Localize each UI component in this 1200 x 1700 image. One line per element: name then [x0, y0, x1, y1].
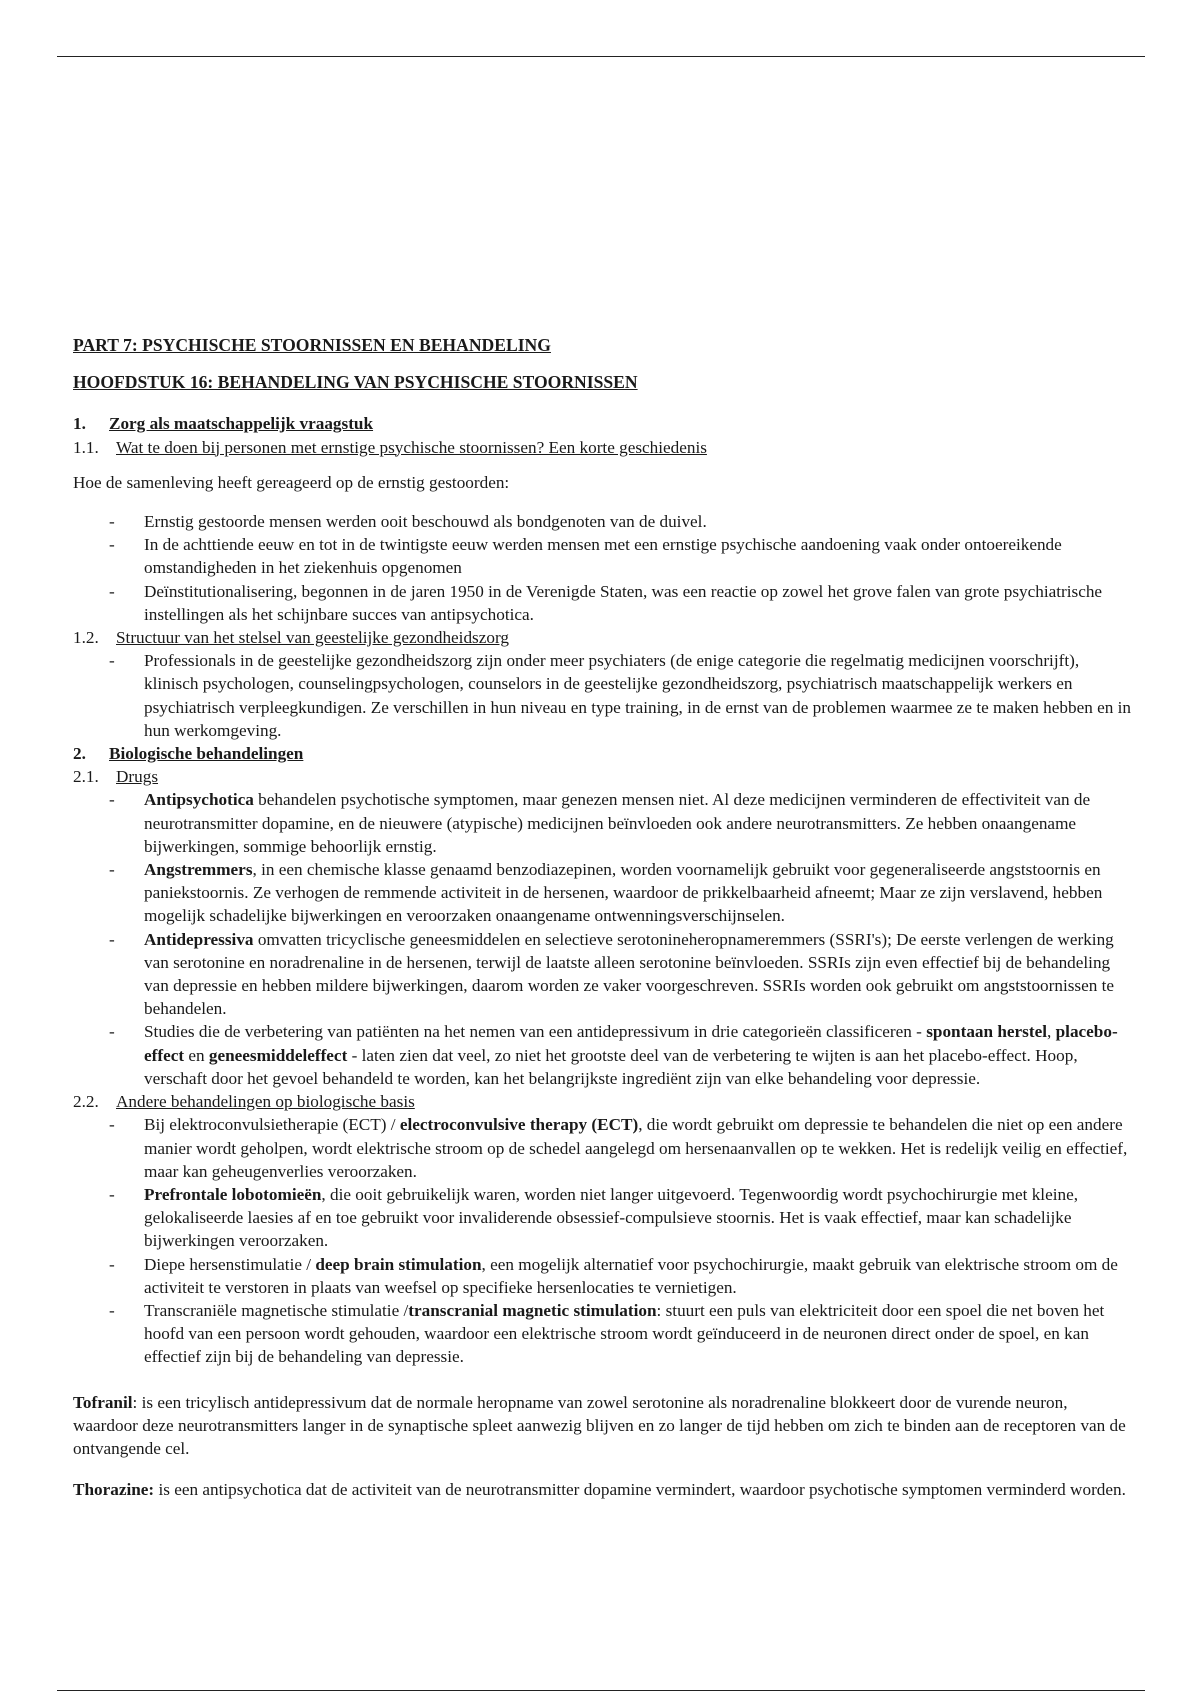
list-item [109, 788, 1133, 858]
subsection-title: Wat te doen bij personen met ernstige psychische stoornissen? Een korte geschiedenis [116, 437, 707, 457]
list-item [109, 580, 1133, 626]
bullet-list [73, 510, 1133, 626]
list-item [109, 858, 1133, 928]
bullet-list [73, 788, 1133, 1090]
section-title: Biologische behandelingen [109, 744, 304, 764]
list-item [109, 1253, 1133, 1299]
intro-paragraph: Hoe de samenleving heeft gereageerd op de ernstig gestoorden: [73, 472, 510, 492]
text-run: en [184, 1045, 209, 1065]
subsection-number: 1.2. [73, 628, 99, 648]
subsection-title: Drugs [116, 767, 159, 787]
subsection-title: Structuur van het stelsel van geestelijke gezondheidszorg [116, 628, 509, 648]
bullet-dash: - [109, 1300, 115, 1320]
list-item [109, 533, 1133, 579]
bullet-dash: - [109, 581, 115, 601]
section-heading [73, 742, 1133, 765]
bold-term: geneesmiddeleffect [208, 1045, 348, 1065]
definition-text: is een antipsychotica dat de activiteit van de neurotransmitter dopamine vermindert, waardoor psychotische symptomen verminderd worden. [154, 1480, 1126, 1500]
bullet-dash: - [109, 1022, 115, 1042]
list-item [109, 1113, 1133, 1183]
chapter-title: HOOFDSTUK 16: BEHANDELING VAN PSYCHISCHE STOORNISSEN [73, 372, 638, 393]
bullet-list [73, 649, 1133, 742]
bold-term: Antipsychotica [144, 790, 254, 810]
bullet-dash: - [109, 1115, 115, 1135]
bold-term: Prefrontale lobotomieën [144, 1184, 322, 1204]
document-body [73, 334, 1133, 1501]
text-run: behandelen psychotische symptomen, maar genezen mensen niet. Al deze medicijnen verminderen de effectiviteit van de neurotransmitter dopamine, en de nieuwere (atypische) medicijnen beïnvloeden ook andere neurotransmitters. Ze hebben onaangename bijwerkingen, sommige behoorlijk ernstig. [144, 790, 1091, 856]
bold-term: electroconvulsive therapy (ECT) [399, 1115, 639, 1135]
definition-paragraph [73, 1478, 1133, 1501]
text-run: , die ooit gebruikelijk waren, worden niet langer uitgevoerd. Tegenwoordig wordt psychochirurgie met kleine, gelokaliseerde laesies af en toe gebruikt voor invaliderende obsessief-compulsieve stoornis. Het is vaak effectief, maar kan schadelijke bijwerkingen veroorzaken. [144, 1184, 1078, 1251]
list-item [109, 510, 1133, 533]
text-run: omvatten tricyclische geneesmiddelen en selectieve serotonineheropnameremmers (SSRI's); De eerste verlengen de werking van serotonine en noradrenaline in de hersenen, terwijl de laatste alleen serotonine beïnvloeden. SSRIs zijn even effectief bij de behandeling van depressie en hebben mildere bijwerkingen, daarom worden ze vaker voorgeschreven. SSRIs worden ook gebruikt om angststoornissen te behandelen. [144, 929, 1115, 1019]
subsection-heading [73, 436, 1133, 459]
bullet-dash: - [109, 790, 115, 810]
part-title: PART 7: PSYCHISCHE STOORNISSEN EN BEHANDELING [73, 335, 551, 355]
bold-term: spontaan herstel [926, 1022, 1048, 1042]
list-item [109, 1299, 1133, 1369]
bullet-list [73, 1113, 1133, 1368]
text-run: Studies die de verbetering van patiënten na het nemen van een antidepressivum in drie categorieën classificeren - [144, 1022, 927, 1042]
bullet-dash: - [109, 929, 115, 949]
text-run: , [1047, 1022, 1056, 1042]
bullet-dash: - [109, 651, 115, 671]
bullet-dash: - [109, 860, 115, 880]
list-item [109, 649, 1133, 742]
text-run: , in een chemische klasse genaamd benzodiazepinen, worden voornamelijk gebruikt voor gegeneraliseerde angststoornis en paniekstoornis. Ze verhogen de remmende activiteit in de hersenen, waardoor de prikkelbaarheid afneemt; Maar ze zijn verslavend, hebben mogelijk schadelijke bijwerkingen en veroorzaken onaangename ontwenningsverschijnselen. [144, 860, 1103, 926]
bullet-dash: - [109, 1254, 115, 1274]
text-run: Professionals in de geestelijke gezondheidszorg zijn onder meer psychiaters (de enige categorie die regelmatig medicijnen voorschrijft), klinisch psychologen, counselingpsychologen, counselors in de geestelijke gezondheidszorg, psychiatrisch maatschappelijk werkers en psychiatrisch verpleegkundigen. Ze verschillen in hun niveau en type training, in de ernst van de problemen waarmee ze te maken hebben en in hun werkomgeving. [144, 651, 1131, 740]
section-heading [73, 412, 1133, 435]
subsection-heading [73, 626, 1133, 649]
list-item [109, 928, 1133, 1021]
subsection-number: 1.1. [73, 437, 99, 457]
text-run: Deïnstitutionalisering, begonnen in de jaren 1950 in de Verenigde Staten, was een reactie op zowel het grove falen van grote psychiatrische instellingen als het schijnbare succes van antipsychotica. [144, 581, 1103, 624]
text-run: - laten zien dat veel, zo niet het grootste deel van de verbetering te wijten is aan het placebo-effect. Hoop, verschaft door het gevoel behandeld te worden, kan het belangrijkste ingrediënt zijn van elke behandeling voor depressie. [144, 1045, 1078, 1088]
bold-term: Antidepressiva [144, 929, 254, 949]
bold-term: Angstremmers [144, 860, 253, 880]
definition-paragraph [73, 1391, 1133, 1461]
text-run: Diepe hersenstimulatie / [144, 1254, 316, 1274]
footer-rule [57, 1690, 1145, 1691]
section-number: 2. [73, 744, 86, 764]
subsection-number: 2.2. [73, 1092, 99, 1112]
text-run: : stuurt een puls van elektriciteit door een spoel die net boven het hoofd van een persoon wordt gehouden, waardoor een elektrische stroom wordt geïnduceerd in de neuronen direct onder de spoel, en kan effectief zijn bij de behandeling van depressie. [144, 1300, 1105, 1367]
subsection-heading [73, 765, 1133, 788]
text-run: Transcraniële magnetische stimulatie / [144, 1300, 409, 1320]
bullet-dash: - [109, 512, 115, 532]
definition-term: Thorazine: [73, 1480, 155, 1500]
bold-term: transcranial magnetic stimulation [408, 1300, 657, 1320]
bold-term: deep brain stimulation [315, 1254, 482, 1274]
definitions [73, 1391, 1133, 1502]
text-run: Ernstig gestoorde mensen werden ooit beschouwd als bondgenoten van de duivel. [144, 512, 707, 532]
text-run: , een mogelijk alternatief voor psychochirurgie, maakt gebruik van elektrische stroom om de activiteit te verstoren in plaats van weefsel op specifieke hersenlocaties te vernietigen. [144, 1254, 1118, 1297]
bullet-dash: - [109, 535, 115, 555]
text-run: In de achttiende eeuw en tot in de twintigste eeuw werden mensen met een ernstige psychische aandoening vaak onder ontoereikende omstandigheden in het ziekenhuis opgenomen [144, 535, 1062, 578]
sections [73, 412, 1133, 1368]
subsection-heading [73, 1090, 1133, 1113]
bold-term: placebo-effect [144, 1022, 1118, 1065]
section-number: 1. [73, 414, 86, 434]
bullet-dash: - [109, 1184, 115, 1204]
list-item [109, 1020, 1133, 1090]
header-rule [57, 56, 1145, 57]
definition-text: : is een tricylisch antidepressivum dat de normale heropname van zowel serotonine als noradrenaline blokkeert door de vurende neuron, waardoor deze neurotransmitters langer in de synaptische spleet aanwezig blijven en zo langer de tijd hebben om zich te binden aan de receptoren van de ontvangende cel. [73, 1392, 1126, 1458]
text-run: , die wordt gebruikt om depressie te behandelen die niet op een andere manier wordt geholpen, wordt elektrische stroom op de schedel aangelegd om hersenaanvallen op te wekken. Het is redelijk veilig en effectief, maar kan geheugenverlies veroorzaken. [144, 1115, 1128, 1181]
subsection-number: 2.1. [73, 767, 99, 787]
definition-term: Tofranil [73, 1392, 133, 1412]
subsection-title: Andere behandelingen op biologische basis [116, 1092, 415, 1112]
text-run: Bij elektroconvulsietherapie (ECT) / [144, 1115, 400, 1135]
section-title: Zorg als maatschappelijk vraagstuk [109, 414, 374, 434]
list-item [109, 1183, 1133, 1253]
